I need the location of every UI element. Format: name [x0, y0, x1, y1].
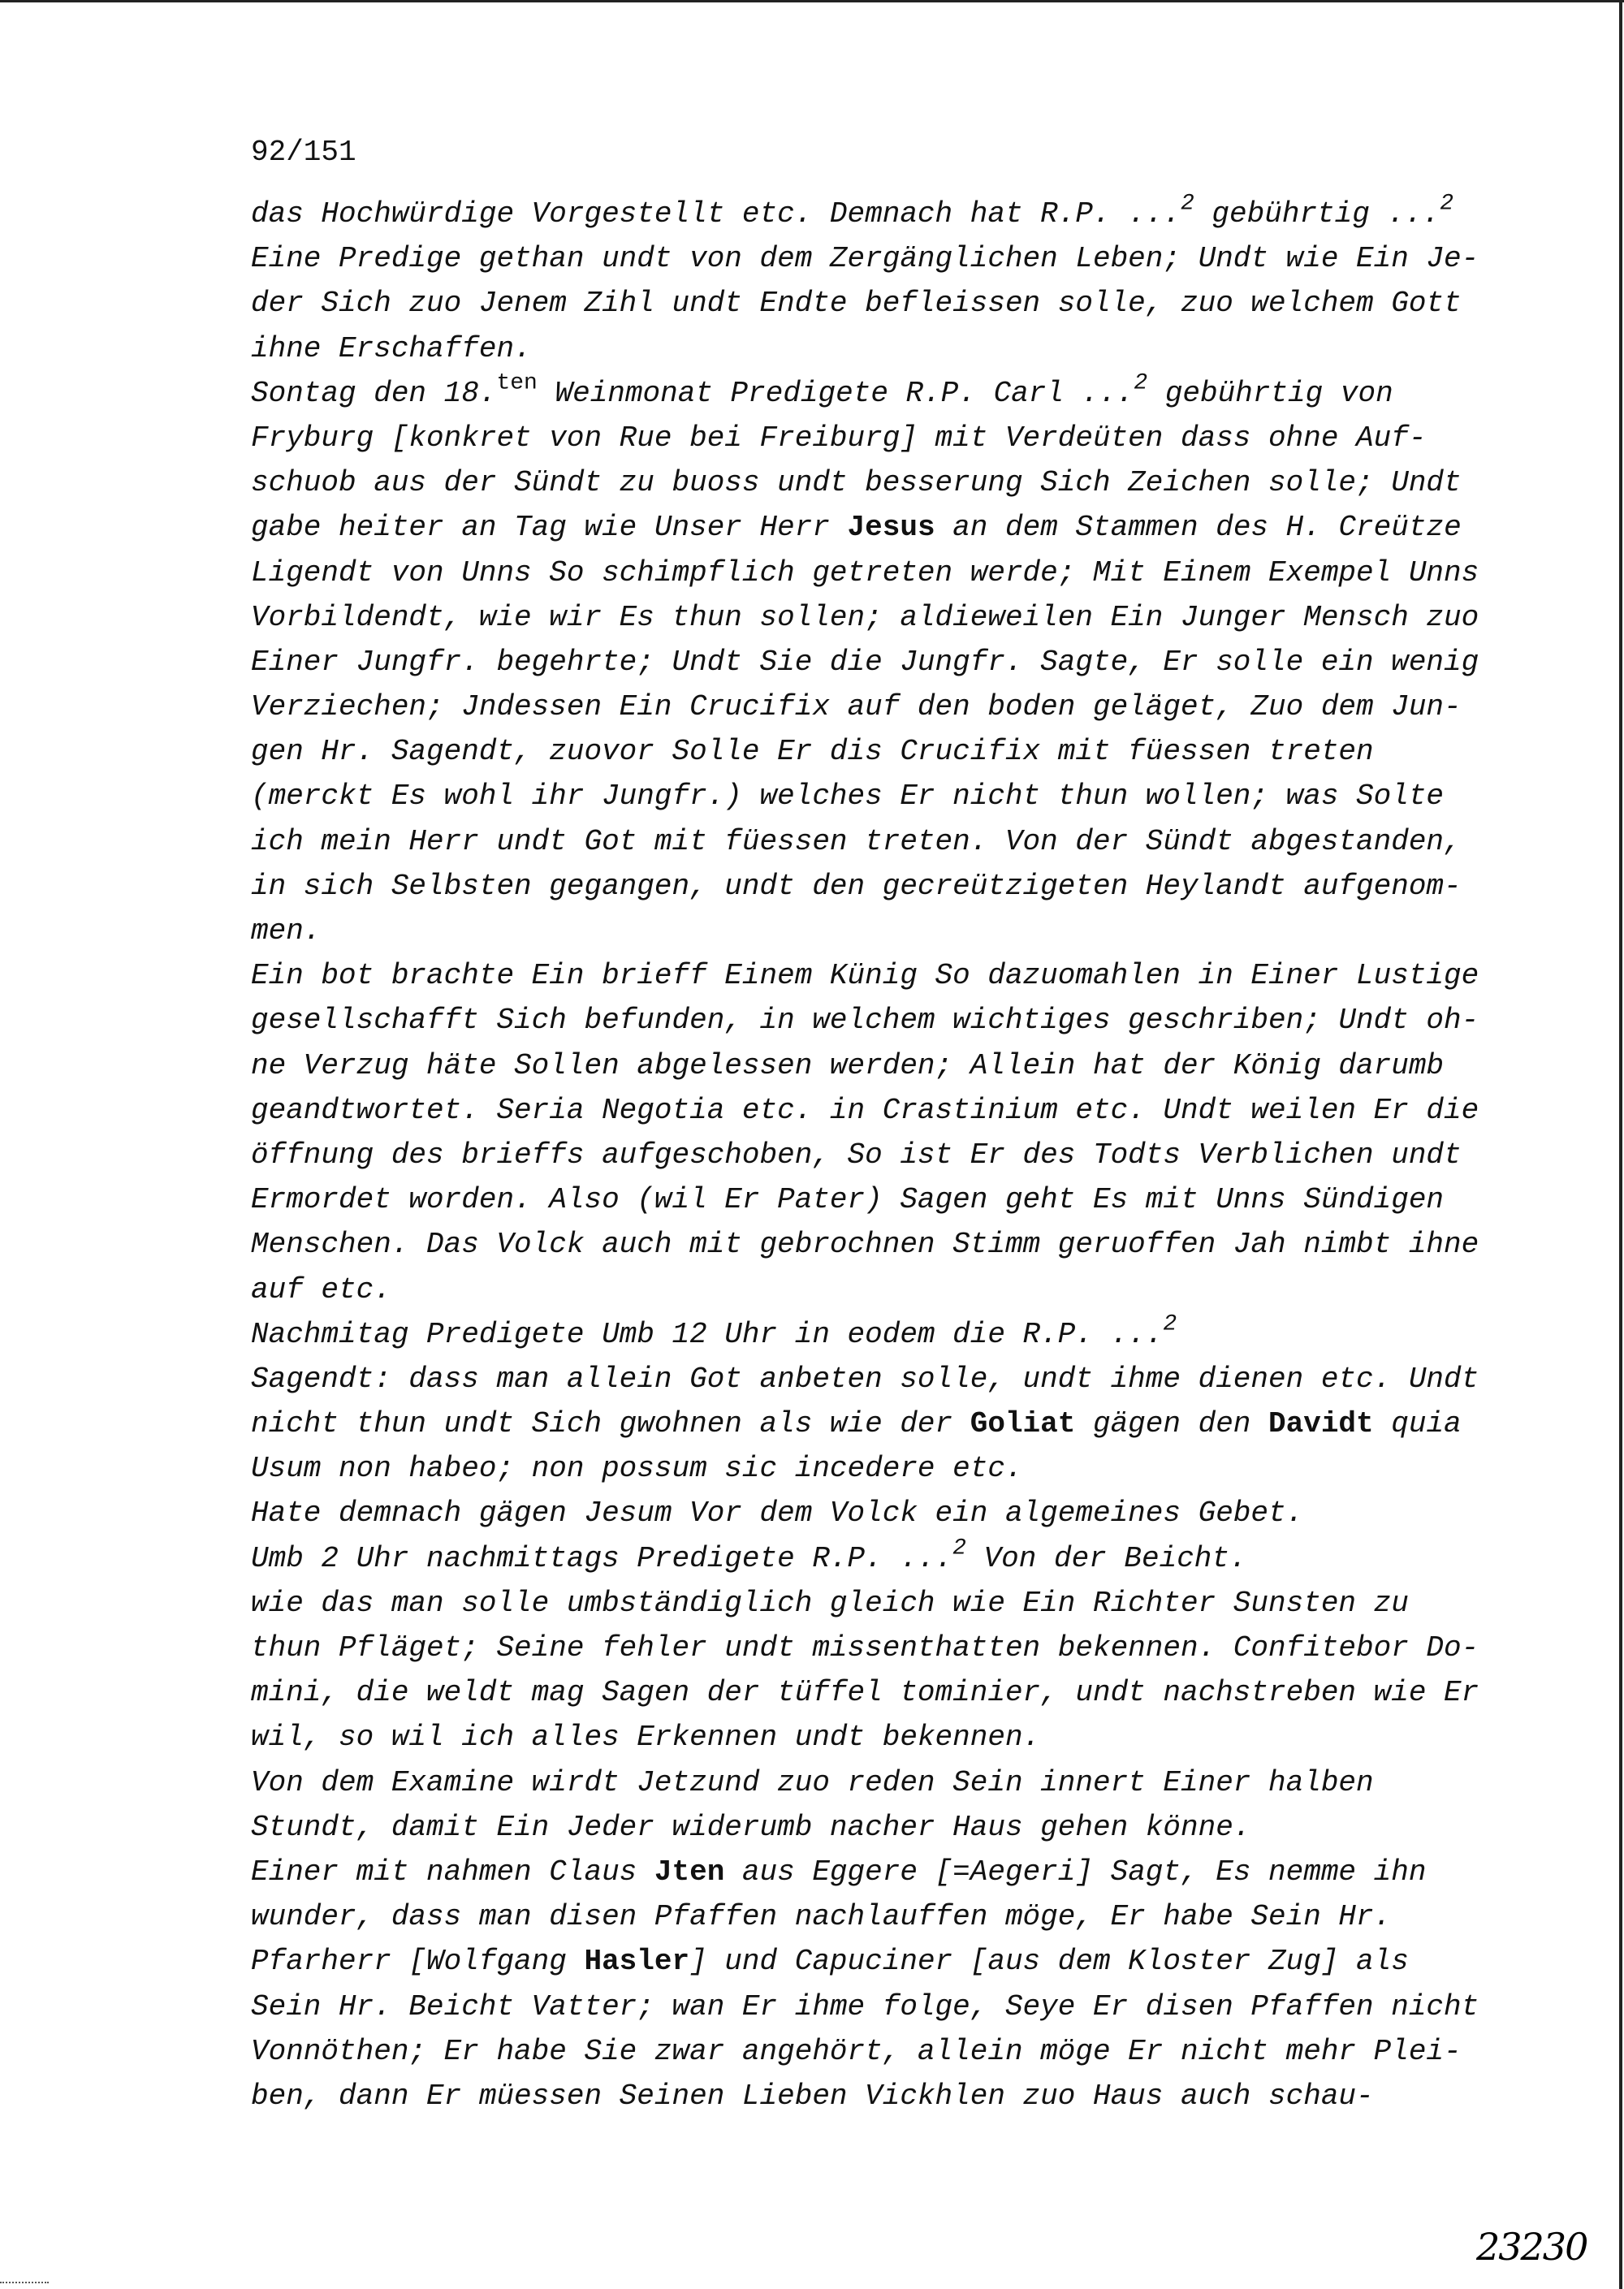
footnote-mark: 2 — [1181, 191, 1194, 217]
text-line: mini, die weldt mag Sagen der tüffel tominier, undt nachstreben wie Er — [251, 1676, 1479, 1710]
bold-name: Jesus — [847, 511, 935, 545]
text-line: öffnung des brieffs aufgeschoben, So ist Er des Todts Verblichen undt — [251, 1138, 1462, 1172]
text-line: thun Pfläget; Seine fehler undt missenthatten bekennen. Confitebor Do- — [251, 1631, 1479, 1665]
text-line: men. — [251, 914, 322, 948]
text-line: Einer Jungfr. begehrte; Undt Sie die Jungfr. Sagte, Er solle ein wenig — [251, 645, 1479, 679]
text-line: gen Hr. Sagendt, zuovor Solle Er dis Crucifix mit füessen treten — [251, 735, 1374, 769]
bold-name: Jten — [654, 1855, 725, 1889]
text-line: Vorbildendt, wie wir Es thun sollen; aldieweilen Ein Junger Mensch zuo — [251, 600, 1479, 634]
text-line: Sontag den 18.$^{ten}$ Weinmonat Predigete R.P. Carl ...$^2$ gebührtig von — [251, 370, 1393, 410]
text-line: (merckt Es wohl ihr Jungfr.) welches Er nicht thun wollen; was Solte — [251, 780, 1445, 814]
handwritten-archive-number: 23230 — [1476, 2225, 1587, 2269]
text-line: der Sich zuo Jenem Zihl undt Endte befleissen solle, zuo welchem Gott — [251, 287, 1462, 321]
text-line: nicht thun undt Sich gwohnen als wie der Goliat gägen den Davidt quia — [251, 1407, 1462, 1441]
text-line: Ein bot brachte Ein brieff Einem Künig So dazuomahlen in Einer Lustige — [251, 959, 1479, 993]
footnote-mark: 2 — [1163, 1311, 1177, 1337]
text-line: Usum non habeo; non possum sic incedere etc. — [251, 1452, 1023, 1486]
scan-border-right — [1619, 0, 1622, 2289]
text-line: in sich Selbsten gegangen, undt den gecreützigeten Heylandt aufgenom- — [251, 869, 1462, 903]
text-line: Sagendt: dass man allein Got anbeten solle, undt ihme dienen etc. Undt — [251, 1362, 1479, 1396]
text-line: ich mein Herr undt Got mit füessen treten. Von der Sündt abgestanden, — [251, 824, 1462, 858]
text-line: Hate demnach gägen Jesum Vor dem Volck ein algemeines Gebet. — [251, 1496, 1304, 1531]
footnote-mark: 2 — [1134, 370, 1148, 396]
text-line: Sein Hr. Beicht Vatter; wan Er ihme folge, Seye Er disen Pfaffen nicht — [251, 1989, 1479, 2023]
text-line: Vonnöthen; Er habe Sie zwar angehört, allein möge Er nicht mehr Plei- — [251, 2034, 1462, 2068]
text-line: wie das man solle umbständiglich gleich wie Ein Richter Sunsten zu — [251, 1586, 1409, 1620]
text-line: schuob aus der Sündt zu buoss undt besserung Sich Zeichen solle; Undt — [251, 466, 1462, 500]
text-line: Stundt, damit Ein Jeder widerumb nacher Haus gehen könne. — [251, 1810, 1251, 1844]
text-line: auf etc. — [251, 1272, 391, 1306]
text-line: Menschen. Das Volck auch mit gebrochnen Stimm geruoffen Jah nimbt ihne — [251, 1228, 1479, 1262]
bold-name: Hasler — [584, 1945, 690, 1979]
text-line: Nachmitag Predigete Umb 12 Uhr in eodem die R.P. ...$^2$ — [251, 1311, 1177, 1351]
text-line: ihne Erschaffen. — [251, 331, 532, 365]
text-line: Ligendt von Unns So schimpflich getreten werde; Mit Einem Exempel Unns — [251, 555, 1479, 590]
text-line: wil, so wil ich alles Erkennen undt bekennen. — [251, 1721, 1041, 1755]
text-line: Eine Predige gethan undt von dem Zergänglichen Leben; Undt wie Ein Je- — [251, 242, 1479, 276]
footnote-mark: 2 — [1440, 191, 1454, 217]
text-line: ben, dann Er müessen Seinen Lieben Vickhlen zuo Haus auch schau- — [251, 2079, 1374, 2113]
document-page — [251, 130, 1518, 2118]
text-line: ne Verzug häte Sollen abgelessen werden; Allein hat der König darumb — [251, 1048, 1445, 1082]
text-line: Ermordet worden. Also (wil Er Pater) Sagen geht Es mit Unns Sündigen — [251, 1183, 1445, 1217]
footnote-mark: 2 — [952, 1535, 966, 1561]
text-line: Fryburg [konkret von Rue bei Freiburg] mit Verdeüten dass ohne Auf- — [251, 421, 1427, 455]
bold-name: Davidt — [1268, 1407, 1374, 1441]
page-number: 92/151 — [251, 136, 356, 169]
text-line: gabe heiter an Tag wie Unser Herr Jesus an dem Stammen des H. Creütze — [251, 511, 1462, 545]
scan-edge-mark — [0, 2278, 49, 2283]
text-line: Umb 2 Uhr nachmittags Predigete R.P. ...$^2$ Von der Beicht. — [251, 1535, 1247, 1575]
text-line: wunder, dass man disen Pfaffen nachlauffen möge, Er habe Sein Hr. — [251, 1900, 1392, 1934]
text-line: Pfarherr [Wolfgang Hasler] und Capuciner [aus dem Kloster Zug] als — [251, 1945, 1409, 1979]
text-line: geandtwortet. Seria Negotia etc. in Crastinium etc. Undt weilen Er die — [251, 1093, 1479, 1127]
text-line: das Hochwürdige Vorgestellt etc. Demnach hat R.P. ...$^2$ gebührtig ...$^2$ — [251, 191, 1454, 231]
scan-border-top — [0, 0, 1624, 2]
text-line: Einer mit nahmen Claus Jten aus Eggere [=Aegeri] Sagt, Es nemme ihn — [251, 1855, 1427, 1889]
text-line: gesellschafft Sich befunden, in welchem wichtiges geschriben; Undt oh- — [251, 1004, 1479, 1038]
bold-name: Goliat — [970, 1407, 1076, 1441]
text-line: Verziechen; Jndessen Ein Crucifix auf den boden geläget, Zuo dem Jun- — [251, 690, 1462, 724]
superscript-ordinal: ten — [496, 370, 538, 396]
text-line: Von dem Examine wirdt Jetzund zuo reden Sein innert Einer halben — [251, 1765, 1374, 1799]
